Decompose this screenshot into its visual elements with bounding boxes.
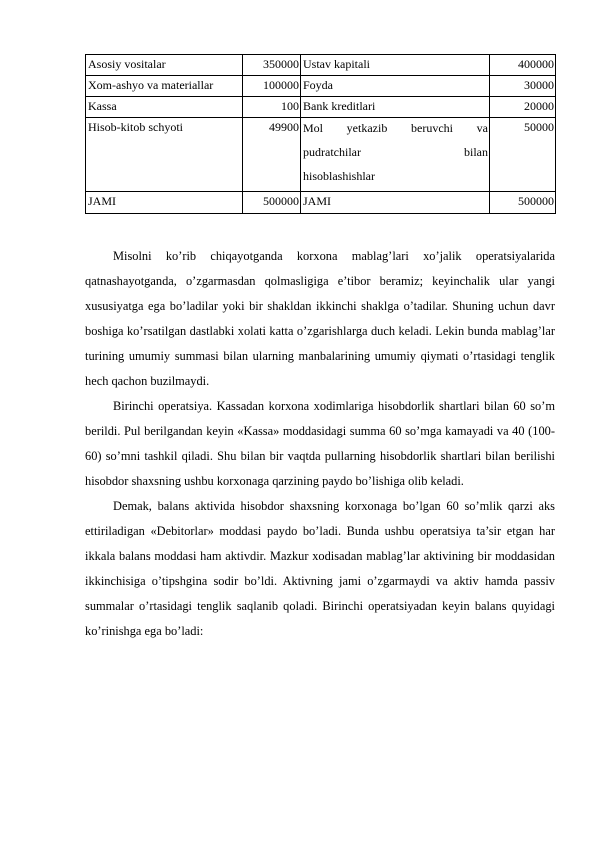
liability-name-line: hisoblashishlar (303, 169, 375, 183)
liability-name: Ustav kapitali (301, 55, 490, 76)
liability-name-line: pudratchilar bilan (303, 145, 488, 159)
liability-value: 400000 (490, 55, 556, 76)
balance-table (85, 54, 556, 214)
liability-name: Bank kreditlari (301, 97, 490, 118)
asset-value: 100 (243, 97, 301, 118)
liability-name: Foyda (301, 76, 490, 97)
table-row (86, 118, 556, 192)
liability-total-value: 500000 (490, 192, 556, 214)
liability-value: 50000 (490, 118, 556, 192)
asset-name: Hisob-kitob schyoti (86, 118, 243, 192)
asset-value: 49900 (243, 118, 301, 192)
table-row (86, 76, 556, 97)
liability-name (301, 118, 490, 192)
body-text (85, 244, 555, 644)
asset-value: 350000 (243, 55, 301, 76)
liability-value: 20000 (490, 97, 556, 118)
liability-name-line: Mol yetkazib beruvchi va (303, 121, 488, 135)
paragraph: Demak, balans aktivida hisobdor shaxsning korxonaga bo’lgan 60 so’mlik qarzi aks ettiriladigan «Debitorlar» moddasi paydo bo’ladi. Bunda ushbu operatsiya ta’sir etgan har ikkala balans moddasi ham aktivdir. Mazkur xodisadan mablag’lar aktivining bir moddasidan ikkinchisiga o’tipshgina sodir bo’ldi. Aktivning jami o’zgarmaydi va aktiv hamda passiv summalar o’rtasidagi tenglik saqlanib qoladi. Birinchi operatsiyadan keyin balans quyidagi ko’rinishga ega bo’ladi: (85, 499, 555, 638)
paragraph: Misolni ko’rib chiqayotganda korxona mablag’lari xo’jalik operatsiyalarida qatnashayotganda, o’zgarmasdan qolmasligiga e’tibor beramiz; keyinchalik ular yangi xususiyatga ega bo’ladilar yoki bir shakldan ikkinchi shaklga o’tadilar. Shuning uchun davr boshiga ko’rsatilgan dastlabki xolati katta o’zgarishlarga duch keladi. Lekin bunda mablag’lar turining umumiy summasi bilan ularning manbalarining umumiy qiymati o’rtasidagi tenglik hech qachon buzilmaydi. (85, 249, 555, 388)
paragraph: Birinchi operatsiya. Kassadan korxona xodimlariga hisobdorlik shartlari bilan 60 so’m berildi. Pul berilgandan keyin «Kassa» moddasidagi summa 60 so’mga kamayadi va 40 (100-60) so’mni tashkil qiladi. Shu bilan bir vaqtda pullarning hisobdorlik shartlari bilan berilishi hisobdor shaxsning ushbu korxonaga qarzining paydo bo’lishiga olib keladi. (85, 399, 555, 488)
asset-name: Asosiy vositalar (86, 55, 243, 76)
asset-value: 100000 (243, 76, 301, 97)
asset-name: Xom-ashyo va materiallar (86, 76, 243, 97)
liability-total-label: JAMI (301, 192, 490, 214)
asset-name: Kassa (86, 97, 243, 118)
asset-total-value: 500000 (243, 192, 301, 214)
table-row (86, 97, 556, 118)
asset-total-label: JAMI (86, 192, 243, 214)
table-total-row (86, 192, 556, 214)
liability-value: 30000 (490, 76, 556, 97)
table-row (86, 55, 556, 76)
